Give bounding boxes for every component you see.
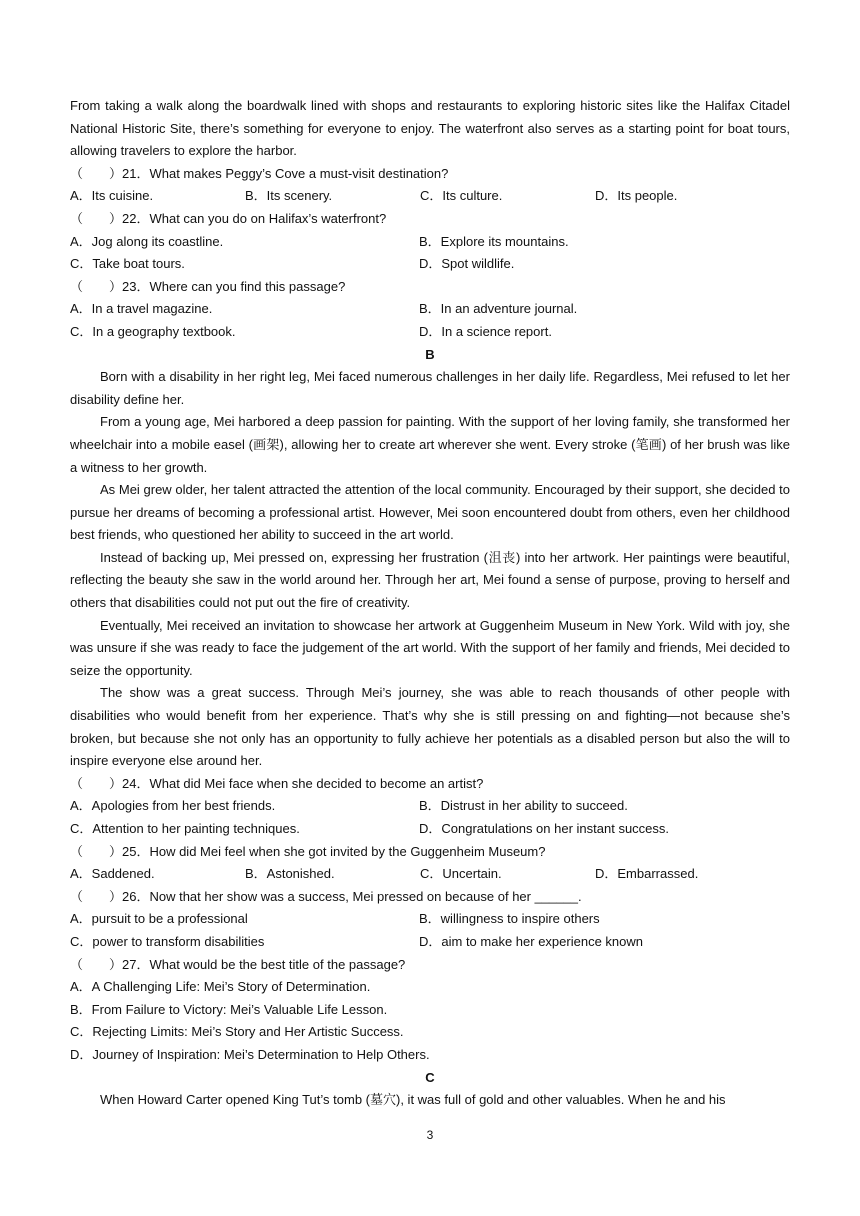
section-heading-c: C [425, 1069, 435, 1085]
option-b: B．Astonished. [245, 866, 335, 882]
option-d: D．In a science report. [419, 323, 552, 339]
questions-a [70, 163, 790, 344]
option-c: C．Attention to her painting techniques. [70, 821, 300, 836]
options-26-row2 [70, 931, 790, 954]
options-22-row1 [70, 231, 790, 254]
options-26-row1 [70, 908, 790, 931]
passage-paragraph: Eventually, Mei received an invitation to showcase her artwork at Guggenheim Museum in New York. Wild with joy, she was unsure if she was ready to face the judgement of the art world. With the support of her family and friends, Mei decided to seize the opportunity. [70, 617, 790, 678]
passage-paragraph: Born with a disability in her right leg, Mei faced numerous challenges in her daily life. Regardless, Mei refused to let her disability define her. [70, 369, 790, 407]
option-a: A．Saddened. [70, 866, 155, 882]
option-d: D．Its people. [595, 188, 678, 204]
option-c: C．Take boat tours. [70, 256, 185, 272]
passage-b [70, 366, 790, 773]
option-d: D．Journey of Inspiration: Mei’s Determination to Help Others. [70, 1046, 430, 1062]
option-c: C．power to transform disabilities [70, 933, 265, 949]
option-b: B．Distrust in her ability to succeed. [419, 798, 628, 814]
question-21: （ ）21．What makes Peggy’s Cove a must-visit destination? [70, 165, 449, 181]
passage-paragraph: From a young age, Mei harbored a deep passion for painting. With the support of her loving family, she transformed her wheelchair into a mobile easel (画架), allowing her to create art wherever she went. Every stroke (笔画) of her brush was like a witness to her growth. [70, 414, 790, 475]
intro-paragraph: From taking a walk along the boardwalk lined with shops and restaurants to exploring historic sites like the Halifax Citadel National Historic Site, there’s something for everyone to enjoy. The waterfront also serves as a starting point for boat tours, allowing travelers to explore the harbor. [70, 98, 790, 159]
page-number: 3 [426, 1128, 434, 1142]
option-d: D．aim to make her experience known [419, 933, 643, 949]
option-d: D．Congratulations on her instant success. [419, 821, 670, 836]
option-a: A．Jog along its coastline. [70, 233, 224, 249]
option-b: B．In an adventure journal. [419, 301, 578, 317]
option-a: A．Its cuisine. [70, 188, 154, 204]
passage-paragraph: As Mei grew older, her talent attracted the attention of the local community. Encouraged by their support, she decided to pursue her dreams of becoming a professional artist. However, Mei soon encountered doubt from others, even her childhood best friends, who questioned her ability to succeed in the art world. [70, 482, 790, 543]
passage-paragraph: The show was a great success. Through Mei’s journey, she was able to reach thousands of other people with disabilities who would benefit from her experience. That’s why she is still pressing on and fighting—not because she’s broken, but because she not only has an opportunity to fully achieve her potentials as a disabled person but also the will to inspire everyone else around her. [70, 685, 790, 769]
option-d: D．Spot wildlife. [419, 256, 515, 272]
question-24: （ ）24．What did Mei face when she decided to become an artist? [70, 775, 484, 791]
options-24-row1 [70, 795, 790, 818]
document-page [70, 95, 790, 1112]
option-d: D．Embarrassed. [595, 866, 699, 882]
question-22: （ ）22．What can you do on Halifax’s waterfront? [70, 210, 387, 226]
options-24-row2 [70, 818, 790, 841]
option-b: B．From Failure to Victory: Mei’s Valuable Life Lesson. [70, 1001, 388, 1017]
questions-b [70, 773, 790, 1067]
options-23-row1 [70, 298, 790, 321]
option-c: C．Rejecting Limits: Mei’s Story and Her Artistic Success. [70, 1024, 404, 1040]
question-26: （ ）26．Now that her show was a success, Mei pressed on because of her ______. [70, 888, 582, 904]
options-21 [70, 185, 790, 208]
option-b: B．willingness to inspire others [419, 911, 600, 927]
question-23: （ ）23．Where can you find this passage? [70, 278, 346, 294]
passage-c-paragraph: When Howard Carter opened King Tut’s tomb (墓穴), it was full of gold and other valuables. When he and his [100, 1092, 726, 1108]
option-a: A．pursuit to be a professional [70, 911, 248, 927]
option-a: A．A Challenging Life: Mei’s Story of Determination. [70, 979, 371, 995]
options-25 [70, 863, 790, 886]
option-c: C．Its culture. [420, 188, 503, 204]
question-25: （ ）25．How did Mei feel when she got invited by the Guggenheim Museum? [70, 843, 546, 859]
options-22-row2 [70, 253, 790, 276]
options-23-row2 [70, 321, 790, 344]
option-b: B．Explore its mountains. [419, 233, 569, 249]
option-c: C．Uncertain. [420, 866, 502, 882]
question-27: （ ）27．What would be the best title of the passage? [70, 956, 406, 972]
section-heading-b: B [425, 346, 435, 362]
option-a: A．Apologies from her best friends. [70, 798, 276, 814]
option-a: A．In a travel magazine. [70, 301, 213, 317]
passage-paragraph: Instead of backing up, Mei pressed on, expressing her frustration (沮丧) into her artwork. Her paintings were beautiful, reflecting the beauty she saw in the world around her. Through her art, Mei found a sense of purpose, proving to herself and others that disabilities could not put out the fire of creativity. [70, 549, 790, 611]
option-c: C．In a geography textbook. [70, 323, 236, 339]
option-b: B．Its scenery. [245, 188, 333, 204]
